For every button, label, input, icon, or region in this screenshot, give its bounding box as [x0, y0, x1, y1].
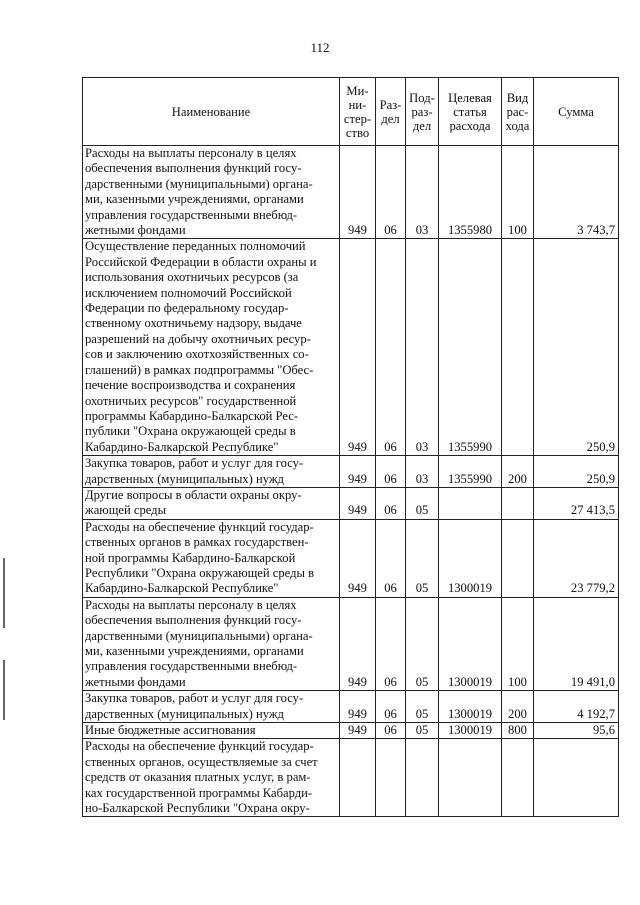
row-section: 06: [376, 691, 406, 723]
header-sum: Сумма: [534, 78, 619, 146]
row-subsection: 05: [406, 519, 439, 597]
row-ministry: 949: [340, 519, 376, 597]
row-sum: 95,6: [534, 723, 619, 739]
row-ministry: 949: [340, 456, 376, 488]
row-ministry: 949: [340, 146, 376, 239]
row-name: Осуществление переданных полномочий Российской Федерации в области охраны и использования охотничьих ресурсов (за исключением полномочий Российской Федерации по федеральному государ- ственному охотничьему надзору, выдаче разрешений на добычу охотничьих ресур- сов и заключению охотхозяйственных со- глашений) в рамках подпрограммы "Обес- печение воспроизводства и сохранения охотничьих ресурсов" государственной программы Кабардино-Балкарской Рес- публики "Охрана окружающей среды в Кабардино-Балкарской Республике": [83, 239, 340, 456]
row-target: 1355980: [439, 146, 502, 239]
row-sum: 19 491,0: [534, 597, 619, 690]
row-sum: 27 413,5: [534, 487, 619, 519]
row-subsection: 05: [406, 723, 439, 739]
row-section: 06: [376, 723, 406, 739]
scan-edge-mark: [3, 660, 5, 720]
row-kind: 200: [502, 456, 534, 488]
row-kind: [502, 739, 534, 817]
table-row: [83, 146, 619, 239]
row-target: [439, 739, 502, 817]
row-section: 06: [376, 519, 406, 597]
row-name: Расходы на обеспечение функций государ- ственных органов, осуществляемые за счет средств от оказания платных услуг, в рам- ках государственной программы Кабарди- но-Балкарской Республики "Охрана окру-: [83, 739, 340, 817]
row-section: 06: [376, 146, 406, 239]
row-subsection: 05: [406, 597, 439, 690]
row-subsection: 05: [406, 691, 439, 723]
row-target: 1300019: [439, 519, 502, 597]
header-name: Наименование: [83, 78, 340, 146]
row-subsection: 05: [406, 487, 439, 519]
row-kind: [502, 487, 534, 519]
header-ministry: Ми- ни- стер- ство: [340, 78, 376, 146]
row-name: Закупка товаров, работ и услуг для госу- дарственных (муниципальных) нужд: [83, 456, 340, 488]
row-target: 1300019: [439, 597, 502, 690]
row-name: Другие вопросы в области охраны окру- жающей среды: [83, 487, 340, 519]
table-row: [83, 487, 619, 519]
row-kind: 100: [502, 146, 534, 239]
table-row: [83, 597, 619, 690]
row-ministry: 949: [340, 487, 376, 519]
row-ministry: 949: [340, 723, 376, 739]
table-row: [83, 739, 619, 817]
row-sum: 4 192,7: [534, 691, 619, 723]
row-sum: 3 743,7: [534, 146, 619, 239]
row-section: 06: [376, 456, 406, 488]
row-section: 06: [376, 239, 406, 456]
row-section: 06: [376, 487, 406, 519]
row-name: Закупка товаров, работ и услуг для госу- дарственных (муниципальных) нужд: [83, 691, 340, 723]
row-kind: 800: [502, 723, 534, 739]
row-sum: 250,9: [534, 456, 619, 488]
row-ministry: [340, 739, 376, 817]
row-kind: [502, 239, 534, 456]
table-row: [83, 519, 619, 597]
row-kind: 200: [502, 691, 534, 723]
table-header-row: [83, 78, 619, 146]
row-ministry: 949: [340, 239, 376, 456]
row-kind: [502, 519, 534, 597]
row-sum: 250,9: [534, 239, 619, 456]
row-subsection: [406, 739, 439, 817]
row-name: Расходы на выплаты персоналу в целях обеспечения выполнения функций госу- дарственными (муниципальными) органа- ми, казенными учреждениями, органами управления государственными внебюд- жетными фондами: [83, 597, 340, 690]
row-target: 1300019: [439, 723, 502, 739]
row-sum: [534, 739, 619, 817]
row-ministry: 949: [340, 597, 376, 690]
row-name: Расходы на обеспечение функций государ- ственных органов в рамках государствен- ной программы Кабардино-Балкарской Республики "Охрана окружающей среды в Кабардино-Балкарской Республике": [83, 519, 340, 597]
table-row: [83, 691, 619, 723]
row-subsection: 03: [406, 239, 439, 456]
row-kind: 100: [502, 597, 534, 690]
row-subsection: 03: [406, 456, 439, 488]
row-section: 06: [376, 597, 406, 690]
budget-table: [82, 77, 619, 817]
row-ministry: 949: [340, 691, 376, 723]
header-target: Целевая статья расхода: [439, 78, 502, 146]
scan-edge-mark: [3, 558, 5, 628]
header-section: Раз- дел: [376, 78, 406, 146]
row-sum: 23 779,2: [534, 519, 619, 597]
row-target: 1300019: [439, 691, 502, 723]
table-row: [83, 723, 619, 739]
row-name: Иные бюджетные ассигнования: [83, 723, 340, 739]
row-name: Расходы на выплаты персоналу в целях обеспечения выполнения функций госу- дарственными (муниципальными) органа- ми, казенными учреждениями, органами управления государственными внебюд- жетными фондами: [83, 146, 340, 239]
row-subsection: 03: [406, 146, 439, 239]
page-number: 112: [310, 40, 330, 55]
row-target: 1355990: [439, 456, 502, 488]
header-kind: Вид рас- хода: [502, 78, 534, 146]
table-row: [83, 456, 619, 488]
header-subsection: Под- раз- дел: [406, 78, 439, 146]
row-target: [439, 487, 502, 519]
row-target: 1355990: [439, 239, 502, 456]
table-row: [83, 239, 619, 456]
row-section: [376, 739, 406, 817]
